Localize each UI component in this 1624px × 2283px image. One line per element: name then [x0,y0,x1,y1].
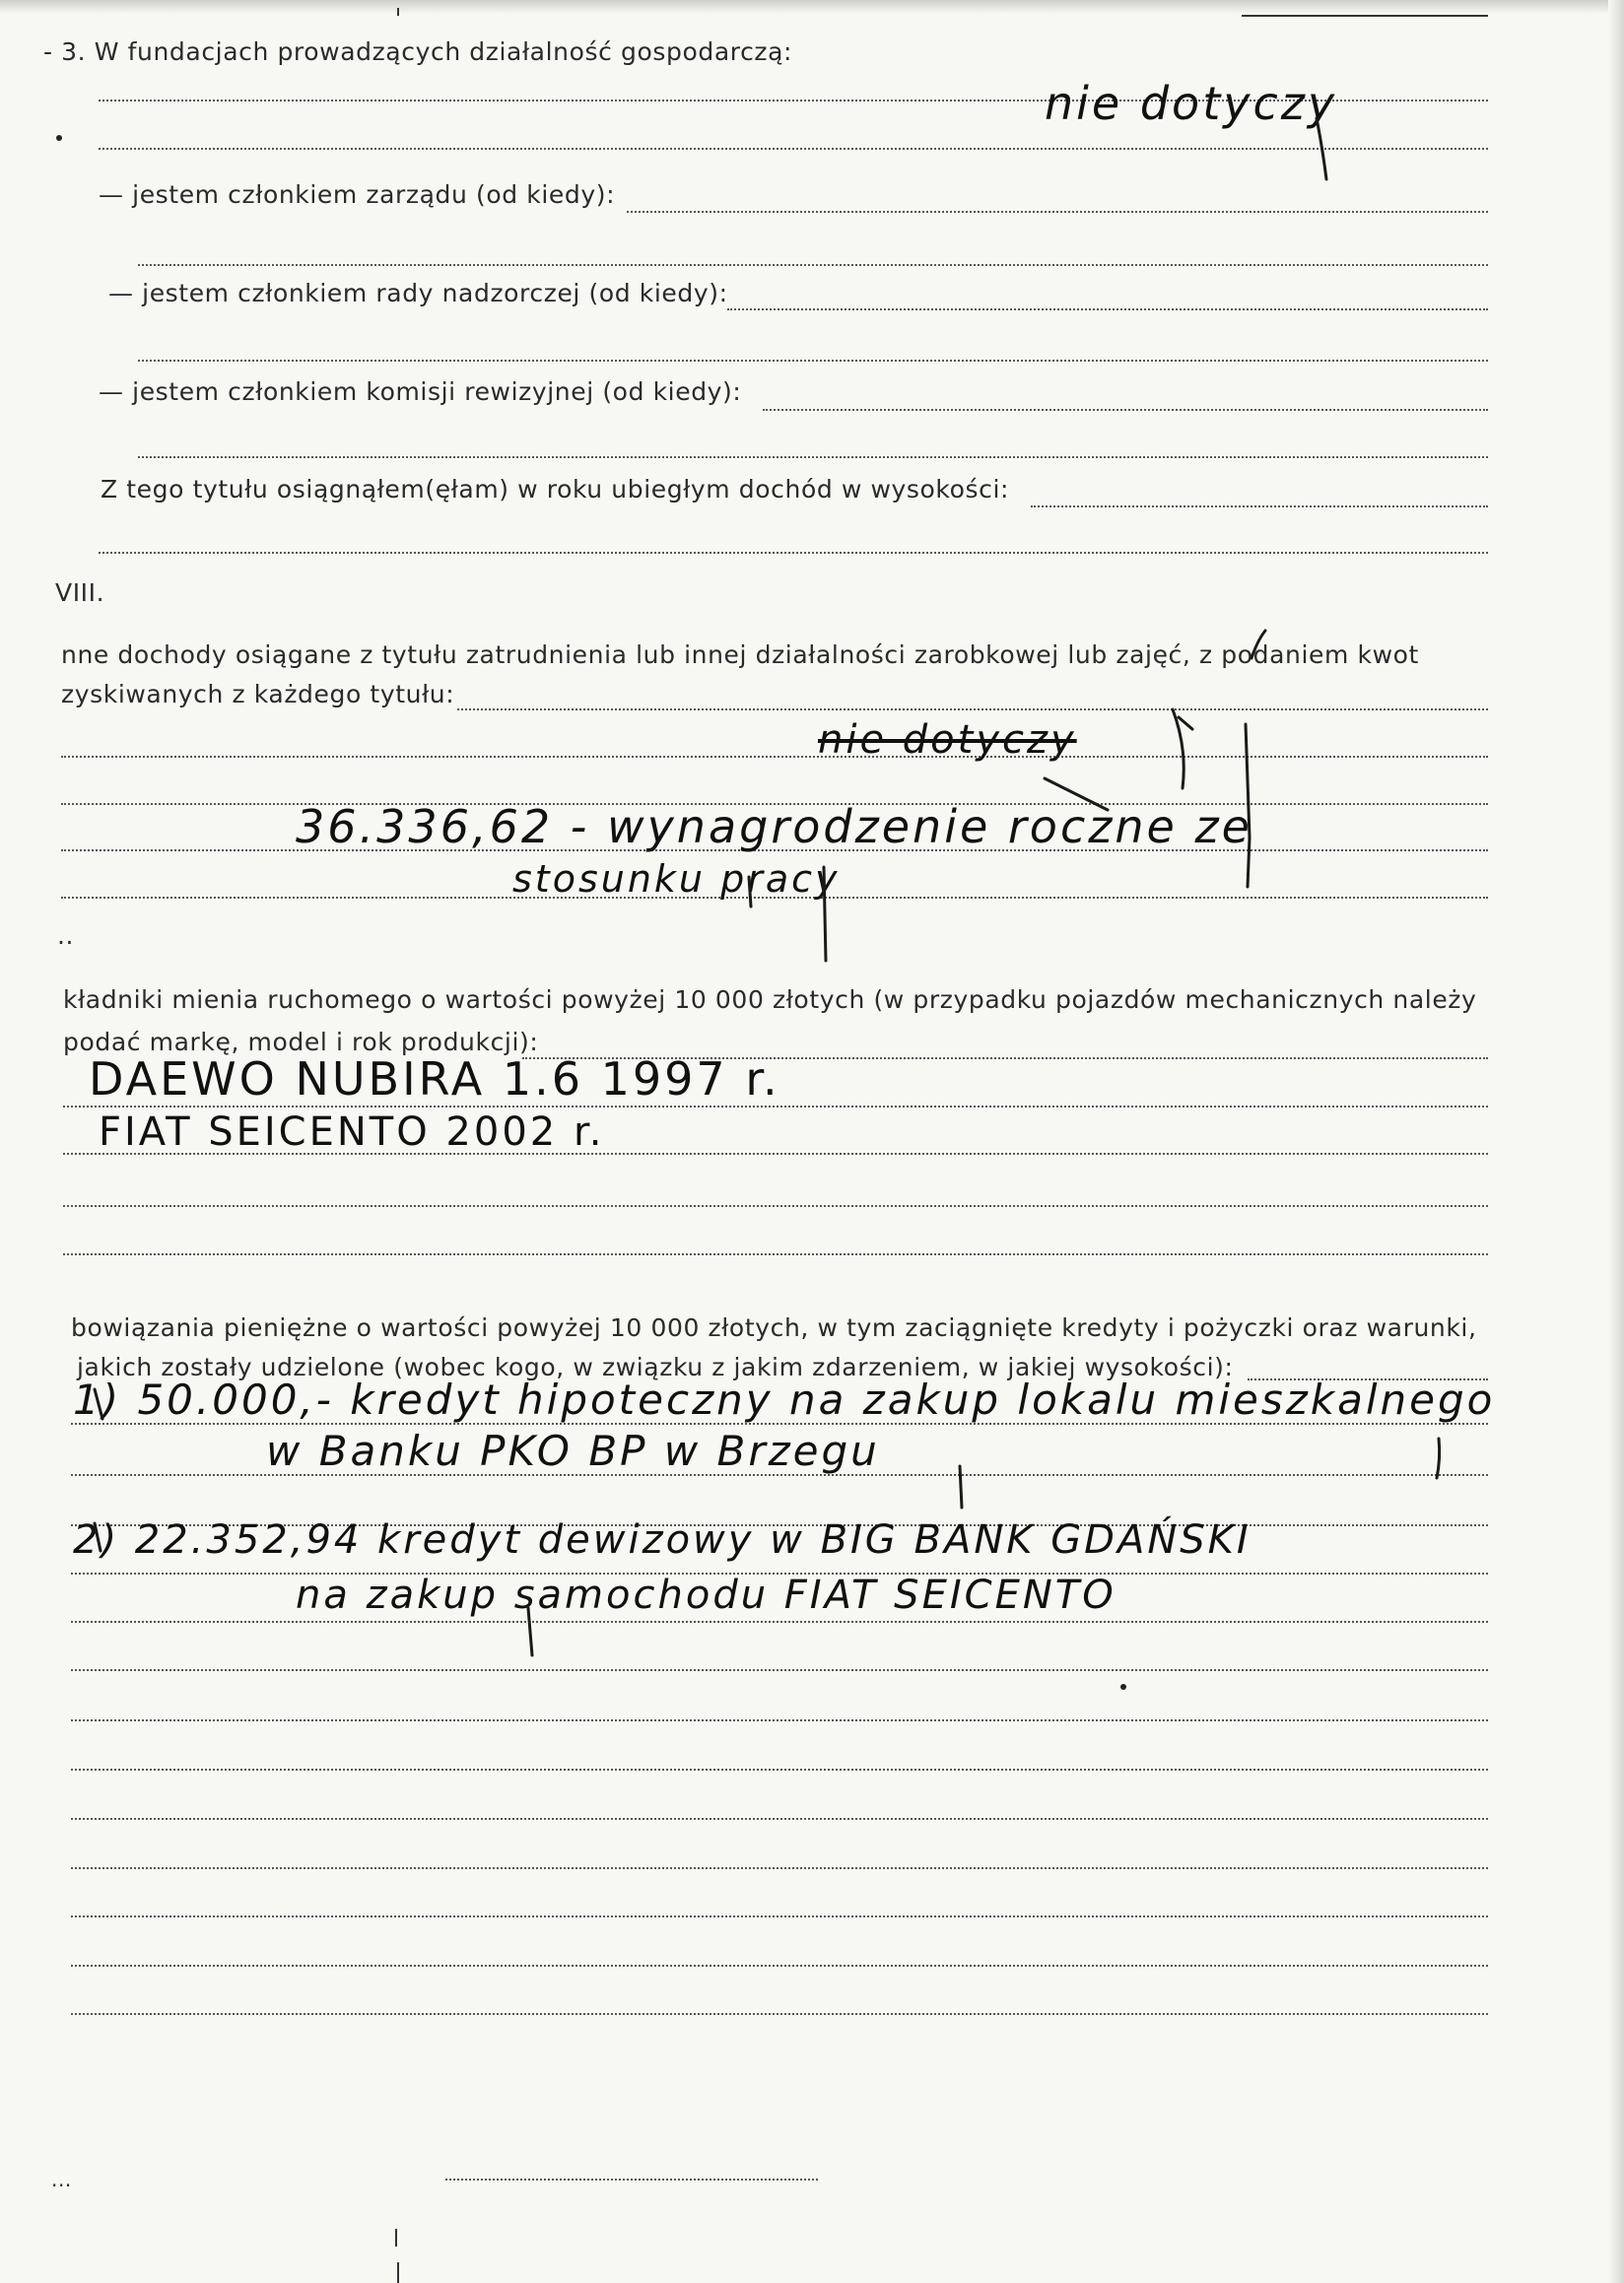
footer-ellipsis: ... [51,2168,72,2191]
pen-stroke [95,1389,102,1551]
pen-stroke [960,1466,962,1508]
pen-stroke [528,1608,532,1655]
handwritten-not-applicable: nie dotyczy [1045,77,1338,130]
audit-member-label: — jestem członkiem komisji rewizyjnej (od kiedy): [99,377,742,406]
section9-number: .. [57,921,75,950]
section8-number: VIII. [55,578,105,607]
section3-heading: - 3. W fundacjach prowadzących działalność gospodarczą: [43,37,793,66]
section8-intro-line2: zyskiwanych z każdego tytułu: [61,680,455,708]
handwritten-income-amount: 36.336,62 - wynagrodzenie roczne ze [296,800,1252,853]
handwritten-loan-1-line2: w Banku PKO BP w Brzegu [266,1427,880,1475]
handwritten-loan-1-line1: 1) 50.000,- kredyt hipoteczny na zakup lokalu mieszkalnego [73,1376,1496,1424]
pen-stroke [749,877,751,906]
section10-intro-line2: jakich zostały udzielone (wobec kogo, w związku z jakim zdarzeniem, w jakiej wysokości): [77,1353,1234,1381]
pen-stroke [1045,778,1108,810]
handwritten-loan-2-line2: na zakup samochodu FIAT SEICENTO [296,1573,1116,1618]
pen-stroke [1317,118,1326,179]
section8-intro-line1: nne dochody osiągane z tytułu zatrudnienia lub innej działalności zarobkowej lub zajęć, z podaniem kwot [61,640,1419,669]
board-member-label: — jestem członkiem zarządu (od kiedy): [99,180,616,209]
ink-dot [56,135,62,141]
pen-stroke [824,867,826,961]
handwritten-struck-not-applicable: nie dotyczy [818,717,1077,763]
section9-intro-line2: podać markę, model i rok produkcji): [63,1028,539,1056]
pen-stroke [1437,1439,1440,1478]
section9-intro-line1: kładniki mienia ruchomego o wartości powyżej 10 000 złotych (w przypadku pojazdów mechanicznych należy [63,985,1477,1014]
pen-stroke [1173,709,1192,788]
section10-intro-line1: bowiązania pieniężne o wartości powyżej 10 000 złotych, w tym zaciągnięte kredyty i pożyczki oraz warunki, [71,1313,1477,1342]
handwritten-vehicle-2: FIAT SEICENTO 2002 r. [99,1109,605,1155]
ink-dot [1120,1684,1126,1690]
handwritten-vehicle-1: DAEWO NUBIRA 1.6 1997 r. [89,1052,780,1106]
supervisory-member-label: — jestem członkiem rady nadzorczej (od kiedy): [108,279,728,307]
income-label: Z tego tytułu osiągnąłem(ęłam) w roku ubiegłym dochód w wysokości: [101,475,1010,504]
pen-stroke [1246,724,1250,887]
handwritten-income-source: stosunku pracy [512,857,841,901]
pen-stroke [1252,631,1265,658]
handwritten-loan-2-line1: 2) 22.352,94 kredyt dewizowy w BIG BANK GDAŃSKI [73,1517,1252,1563]
